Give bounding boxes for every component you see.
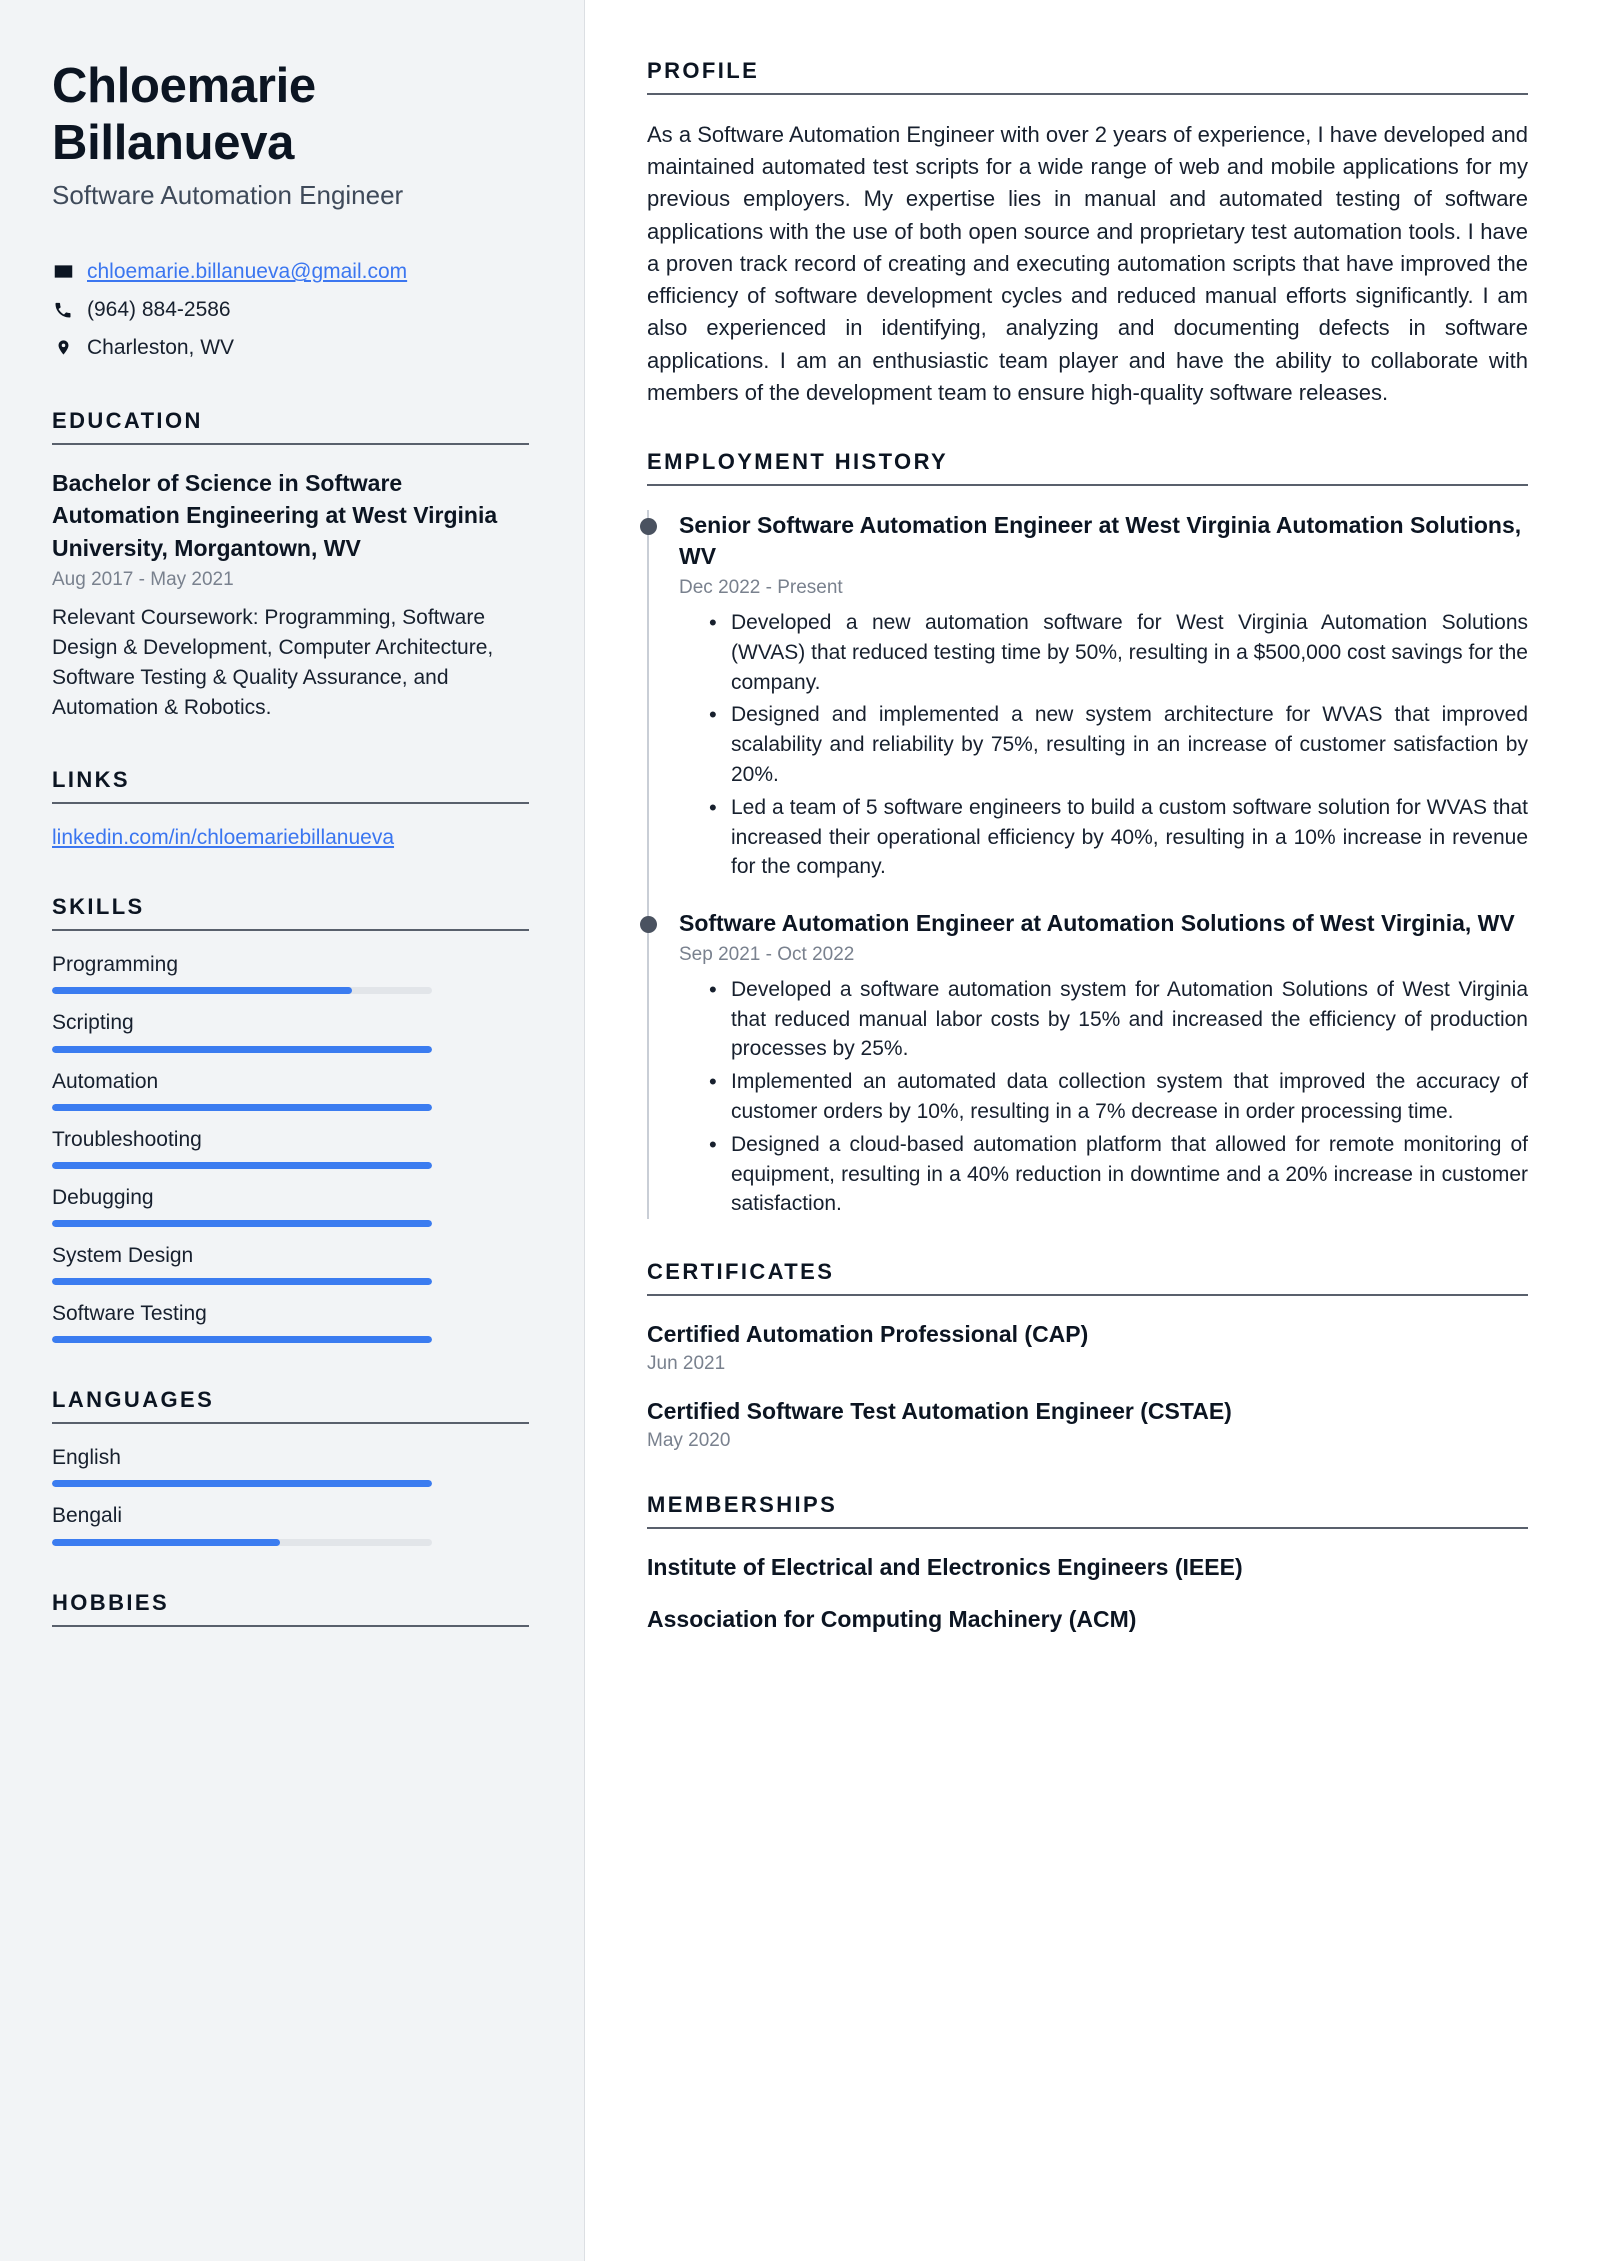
- memberships-heading: MEMBERSHIPS: [647, 1492, 1528, 1529]
- membership-item: Association for Computing Machinery (ACM): [647, 1605, 1137, 1632]
- section-profile: [647, 58, 1528, 409]
- skill-level-track: [52, 1278, 432, 1285]
- employment-bullet: • Led a team of 5 software engineers to build a custom software solution for WVAS that increased their operational efficiency by 40%, resulting in a 10% increase in revenue for the company.: [709, 793, 1528, 882]
- section-links: [52, 767, 529, 850]
- section-education: [52, 408, 529, 723]
- skill-item: [52, 1302, 529, 1343]
- skill-level-fill: [52, 1220, 432, 1227]
- languages-list: [52, 1446, 529, 1545]
- section-languages: [52, 1387, 529, 1545]
- main-column: [585, 0, 1600, 2261]
- skill-level-fill: [52, 1104, 432, 1111]
- employment-bullet-list: [679, 975, 1528, 1220]
- languages-heading: LANGUAGES: [52, 1387, 529, 1424]
- skill-item: [52, 1186, 529, 1227]
- skill-level-fill: [52, 1336, 432, 1343]
- skill-item: [52, 953, 529, 994]
- section-skills: [52, 894, 529, 1343]
- employment-date: Dec 2022 - Present: [679, 576, 843, 598]
- contact-list: [52, 258, 529, 362]
- employment-title: Software Automation Engineer at Automation Solutions of West Virginia, WV: [679, 910, 1515, 937]
- language-level-track: [52, 1480, 432, 1487]
- contact-email-text[interactable]: chloemarie.billanueva@gmail.com: [87, 260, 408, 284]
- employment-entry: [679, 908, 1528, 1219]
- skill-label: Automation: [52, 1069, 159, 1093]
- employment-title: Senior Software Automation Engineer at West Virginia Automation Solutions, WV: [679, 511, 1522, 570]
- certificate-date: Jun 2021: [647, 1353, 726, 1375]
- timeline-dot-icon: [640, 518, 657, 535]
- section-hobbies: [52, 1590, 529, 1627]
- hobbies-heading: HOBBIES: [52, 1590, 529, 1627]
- language-item: [52, 1446, 529, 1487]
- skills-heading: SKILLS: [52, 894, 529, 931]
- skill-level-fill: [52, 1278, 432, 1285]
- skill-item: [52, 1070, 529, 1111]
- skill-level-track: [52, 987, 432, 994]
- phone-icon: [52, 300, 74, 320]
- certificate-item: [647, 1397, 1528, 1452]
- education-description: Relevant Coursework: Programming, Software Design & Development, Computer Architecture, Software Testing & Quality Assurance, and Automation & Robotics.: [52, 606, 494, 720]
- membership-item: Institute of Electrical and Electronics Engineers (IEEE): [647, 1554, 1243, 1581]
- language-item: [52, 1504, 529, 1545]
- section-certificates: [647, 1259, 1528, 1452]
- contact-location-text: Charleston, WV: [87, 336, 235, 360]
- candidate-job-title: Software Automation Engineer: [52, 179, 404, 210]
- certificate-title: Certified Automation Professional (CAP): [647, 1321, 1089, 1348]
- education-date: Aug 2017 - May 2021: [52, 569, 234, 591]
- employment-date: Sep 2021 - Oct 2022: [679, 943, 855, 965]
- education-heading: EDUCATION: [52, 408, 529, 445]
- certificate-item: [647, 1320, 1528, 1375]
- candidate-name: Chloemarie Billanueva: [52, 59, 316, 171]
- certificate-title: Certified Software Test Automation Engineer (CSTAE): [647, 1398, 1232, 1425]
- skill-level-fill: [52, 987, 352, 994]
- skill-label: Debugging: [52, 1185, 154, 1209]
- skill-level-track: [52, 1104, 432, 1111]
- language-level-track: [52, 1539, 432, 1546]
- language-label: English: [52, 1446, 121, 1470]
- contact-row-location: [52, 334, 529, 362]
- location-pin-icon: [52, 337, 74, 358]
- skill-item: [52, 1011, 529, 1052]
- employment-bullet: • Designed a cloud-based automation platform that allowed for remote monitoring of equipment, resulting in a 40% reduction in downtime and a 20% increase in customer satisfaction.: [709, 1130, 1528, 1219]
- sidebar: [0, 0, 585, 2261]
- employment-bullet-list: [679, 608, 1528, 882]
- certificates-heading: CERTIFICATES: [647, 1259, 1528, 1296]
- certificates-list: [647, 1320, 1528, 1452]
- skill-item: [52, 1128, 529, 1169]
- envelope-icon: [52, 261, 74, 282]
- language-label: Bengali: [52, 1504, 123, 1528]
- skill-level-fill: [52, 1046, 432, 1053]
- skill-label: Programming: [52, 953, 179, 977]
- links-heading: LINKS: [52, 767, 529, 804]
- skill-level-track: [52, 1046, 432, 1053]
- link-item-linkedin[interactable]: linkedin.com/in/chloemariebillanueva: [52, 826, 395, 850]
- section-employment-history: [647, 449, 1528, 1219]
- skill-item: [52, 1244, 529, 1285]
- employment-entry: [679, 510, 1528, 882]
- contact-row-phone: [52, 296, 529, 324]
- education-title: Bachelor of Science in Software Automation Engineering at West Virginia University, Morgantown, WV: [52, 469, 498, 561]
- employment-bullet: • Developed a new automation software for West Virginia Automation Solutions (WVAS) that reduced testing time by 50%, resulting in a $500,000 cost savings for the company.: [709, 608, 1528, 697]
- employment-timeline: [647, 510, 1528, 1219]
- employment-heading: EMPLOYMENT HISTORY: [647, 449, 1528, 486]
- education-item: [52, 467, 529, 723]
- skill-level-fill: [52, 1162, 432, 1169]
- skill-label: Software Testing: [52, 1302, 207, 1326]
- skill-level-track: [52, 1220, 432, 1227]
- employment-bullet: • Designed and implemented a new system architecture for WVAS that improved scalability and reliability by 75%, resulting in an increase of customer satisfaction by 20%.: [709, 700, 1528, 789]
- profile-heading: PROFILE: [647, 58, 1528, 95]
- section-memberships: [647, 1492, 1528, 1635]
- contact-row-email[interactable]: [52, 258, 529, 286]
- skill-label: System Design: [52, 1243, 194, 1267]
- timeline-dot-icon: [640, 916, 657, 933]
- skills-list: [52, 953, 529, 1343]
- skill-level-track: [52, 1162, 432, 1169]
- certificate-date: May 2020: [647, 1430, 731, 1452]
- skill-label: Troubleshooting: [52, 1127, 202, 1151]
- employment-bullet: • Developed a software automation system for Automation Solutions of West Virginia that reduced manual labor costs by 15% and increased the efficiency of production processes by 25%.: [709, 975, 1528, 1064]
- memberships-list: [647, 1553, 1528, 1635]
- language-level-fill: [52, 1539, 280, 1546]
- language-level-fill: [52, 1480, 432, 1487]
- skill-level-track: [52, 1336, 432, 1343]
- employment-bullet: • Implemented an automated data collection system that improved the accuracy of customer orders by 10%, resulting in a 7% decrease in order processing time.: [709, 1067, 1528, 1127]
- profile-text: As a Software Automation Engineer with over 2 years of experience, I have developed and maintained automated test scripts for a wide range of web and mobile applications for my previous employers. My expertise lies in manual and automated testing of software applications with the use of both open source and proprietary test automation tools. I have a proven track record of creating and executing automation scripts that have improved the efficiency of software development cycles and reduced manual efforts significantly. I am also experienced in identifying, analyzing and documenting defects in software applications. I am an enthusiastic team player and have the ability to collaborate with members of the development team to ensure high-quality software releases.: [647, 122, 1528, 405]
- contact-phone-text: (964) 884-2586: [87, 298, 231, 322]
- skill-label: Scripting: [52, 1011, 134, 1035]
